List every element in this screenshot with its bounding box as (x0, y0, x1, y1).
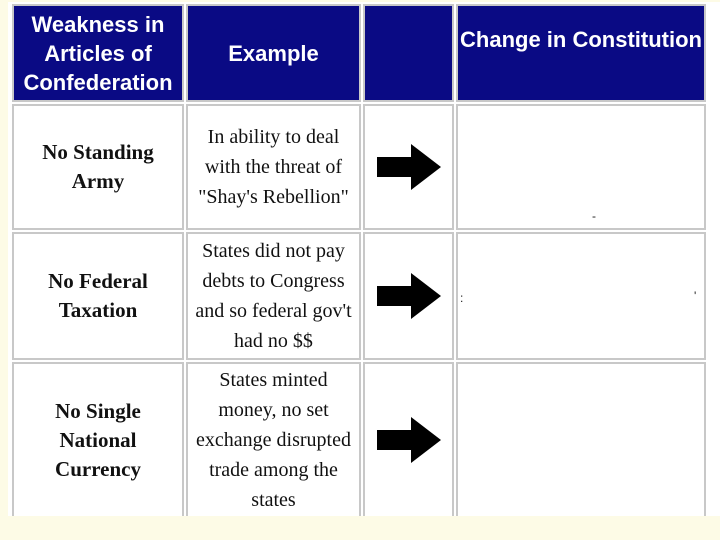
right-arrow-icon (377, 273, 441, 319)
row-2-weakness-text: No Federal Taxation (48, 269, 148, 322)
row-3-weakness-text: No Single National Currency (55, 398, 141, 481)
header-change-text: Change in Constitution (460, 26, 702, 52)
row-2-change (456, 232, 706, 360)
scan-mark: : (460, 291, 464, 305)
row-1-weakness (12, 104, 184, 230)
row-2-example (186, 232, 361, 360)
comparison-table (8, 2, 720, 516)
row-3-example-text: States minted money, no set exchange disrupted trade among the states (196, 369, 351, 511)
row-2-arrow-cell (363, 232, 454, 360)
row-1-arrow-cell (363, 104, 454, 230)
header-weakness-text: Weakness in Articles of Confederation (23, 11, 173, 95)
row-1-example (186, 104, 361, 230)
row-2-example-text: States did not pay debts to Congress and so federal gov't had no $$ (195, 240, 352, 352)
row-1-example-text: In ability to deal with the threat of "Shay's Rebellion" (198, 126, 349, 208)
right-arrow-icon (377, 144, 441, 190)
row-1-weakness-text: No Standing Army (42, 140, 154, 193)
scan-mark: - (592, 209, 596, 223)
row-3-example (186, 362, 361, 516)
row-3-change (456, 362, 706, 516)
header-blank (363, 4, 454, 102)
row-1-change (456, 104, 706, 230)
row-3-weakness (12, 362, 184, 516)
header-change (456, 4, 706, 102)
scan-mark: ' (694, 289, 697, 303)
row-3-arrow-cell (363, 362, 454, 516)
header-weakness (12, 4, 184, 102)
header-example-text: Example (228, 40, 319, 66)
right-arrow-icon (377, 417, 441, 463)
row-2-weakness (12, 232, 184, 360)
header-example (186, 4, 361, 102)
